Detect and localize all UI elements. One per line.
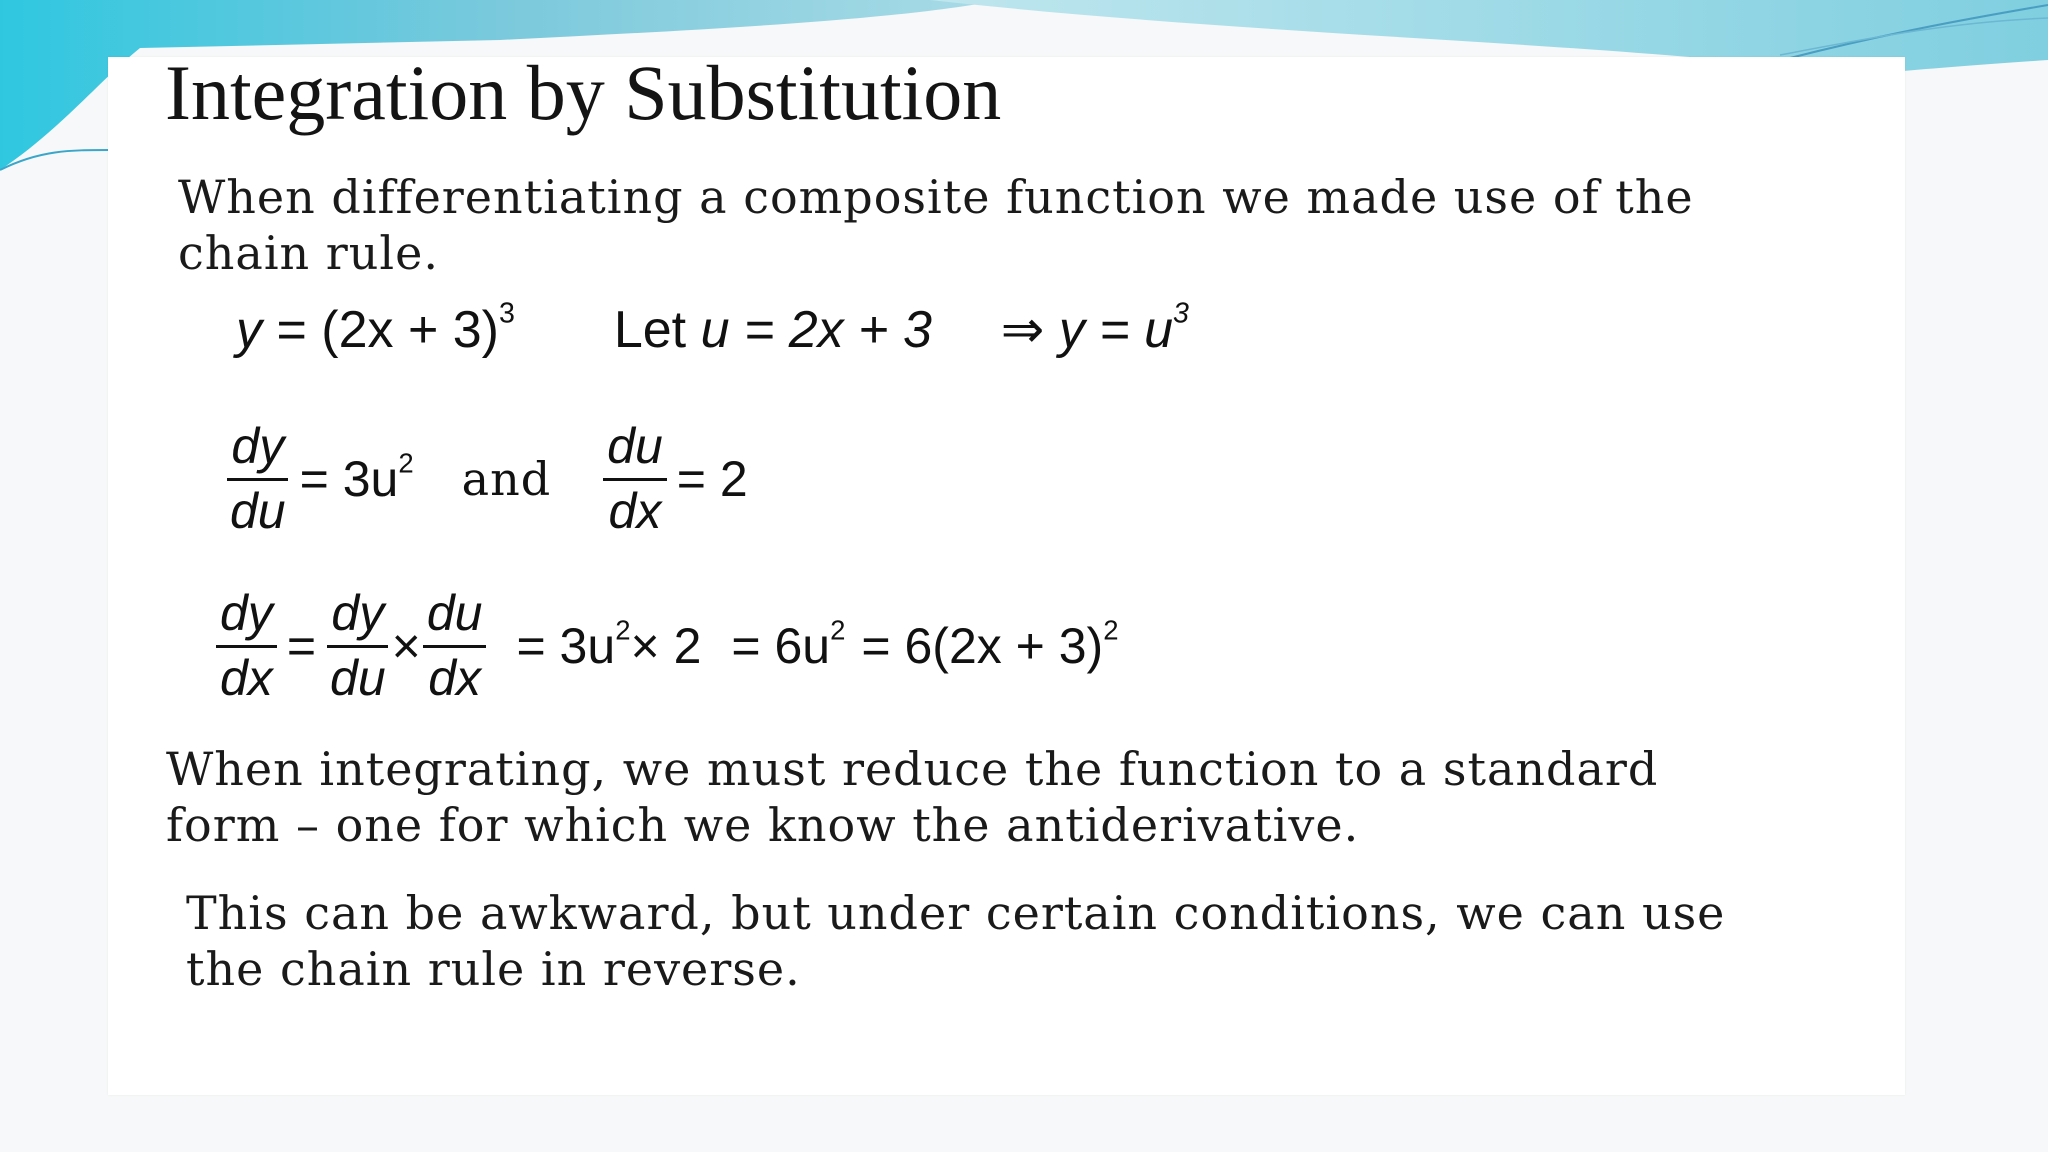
para2-line-2: form – one for which we know the antiderivative. [166, 798, 1360, 852]
intro-paragraph [178, 169, 1694, 281]
eq3-step3: = $6(2x + 3)^2$ [861, 614, 1119, 674]
eq2-rhs2: = 2 [676, 451, 748, 507]
eq1-y: y [236, 301, 262, 359]
fraction-dy-dx: $\frac{dy}{dx}$ [216, 585, 277, 707]
fraction-du-dx: $\frac{du}{dx}$ [603, 418, 667, 540]
fraction-dy-du-2: $\frac{dy}{du}$ [326, 585, 390, 707]
fraction-dy-du: $\frac{dy}{du}$ [226, 418, 290, 540]
eq1-y-u: $y = u^3$ [1058, 297, 1189, 359]
eq1-implies: ⇒ [1000, 301, 1045, 359]
intro-line-2: chain rule. [178, 226, 439, 280]
para3-line-2: the chain rule in reverse. [186, 942, 801, 996]
equation-derivatives [226, 418, 758, 540]
eq3-step1: = $3u^2\times 2$ [516, 614, 702, 674]
eq3-equals: = [286, 618, 317, 674]
eq1-rhs: = $(2x + 3)^3$ [276, 297, 515, 359]
fraction-du-dx-2: $\frac{du}{dx}$ [423, 585, 487, 707]
para3-line-1: This can be awkward, but under certain conditions, we can use [186, 886, 1726, 940]
eq1-u-def: u = 2x + 3 [700, 301, 932, 359]
eq1-let: Let [613, 301, 687, 359]
intro-line-1: When differentiating a composite function we made use of the [178, 170, 1694, 224]
eq3-times: × [391, 618, 421, 674]
equation-chain-rule [216, 585, 1119, 707]
para2-line-1: When integrating, we must reduce the function to a standard [166, 742, 1659, 796]
equation-substitution [236, 297, 1189, 360]
slide-title: Integration by Substitution [165, 49, 1002, 136]
reverse-chain-paragraph [186, 885, 1725, 997]
integration-paragraph [166, 741, 1658, 853]
eq2-rhs1: = $3u^2$ [299, 447, 414, 507]
eq3-step2: = $6u^2$ [731, 614, 846, 674]
eq2-and: and [461, 452, 552, 506]
